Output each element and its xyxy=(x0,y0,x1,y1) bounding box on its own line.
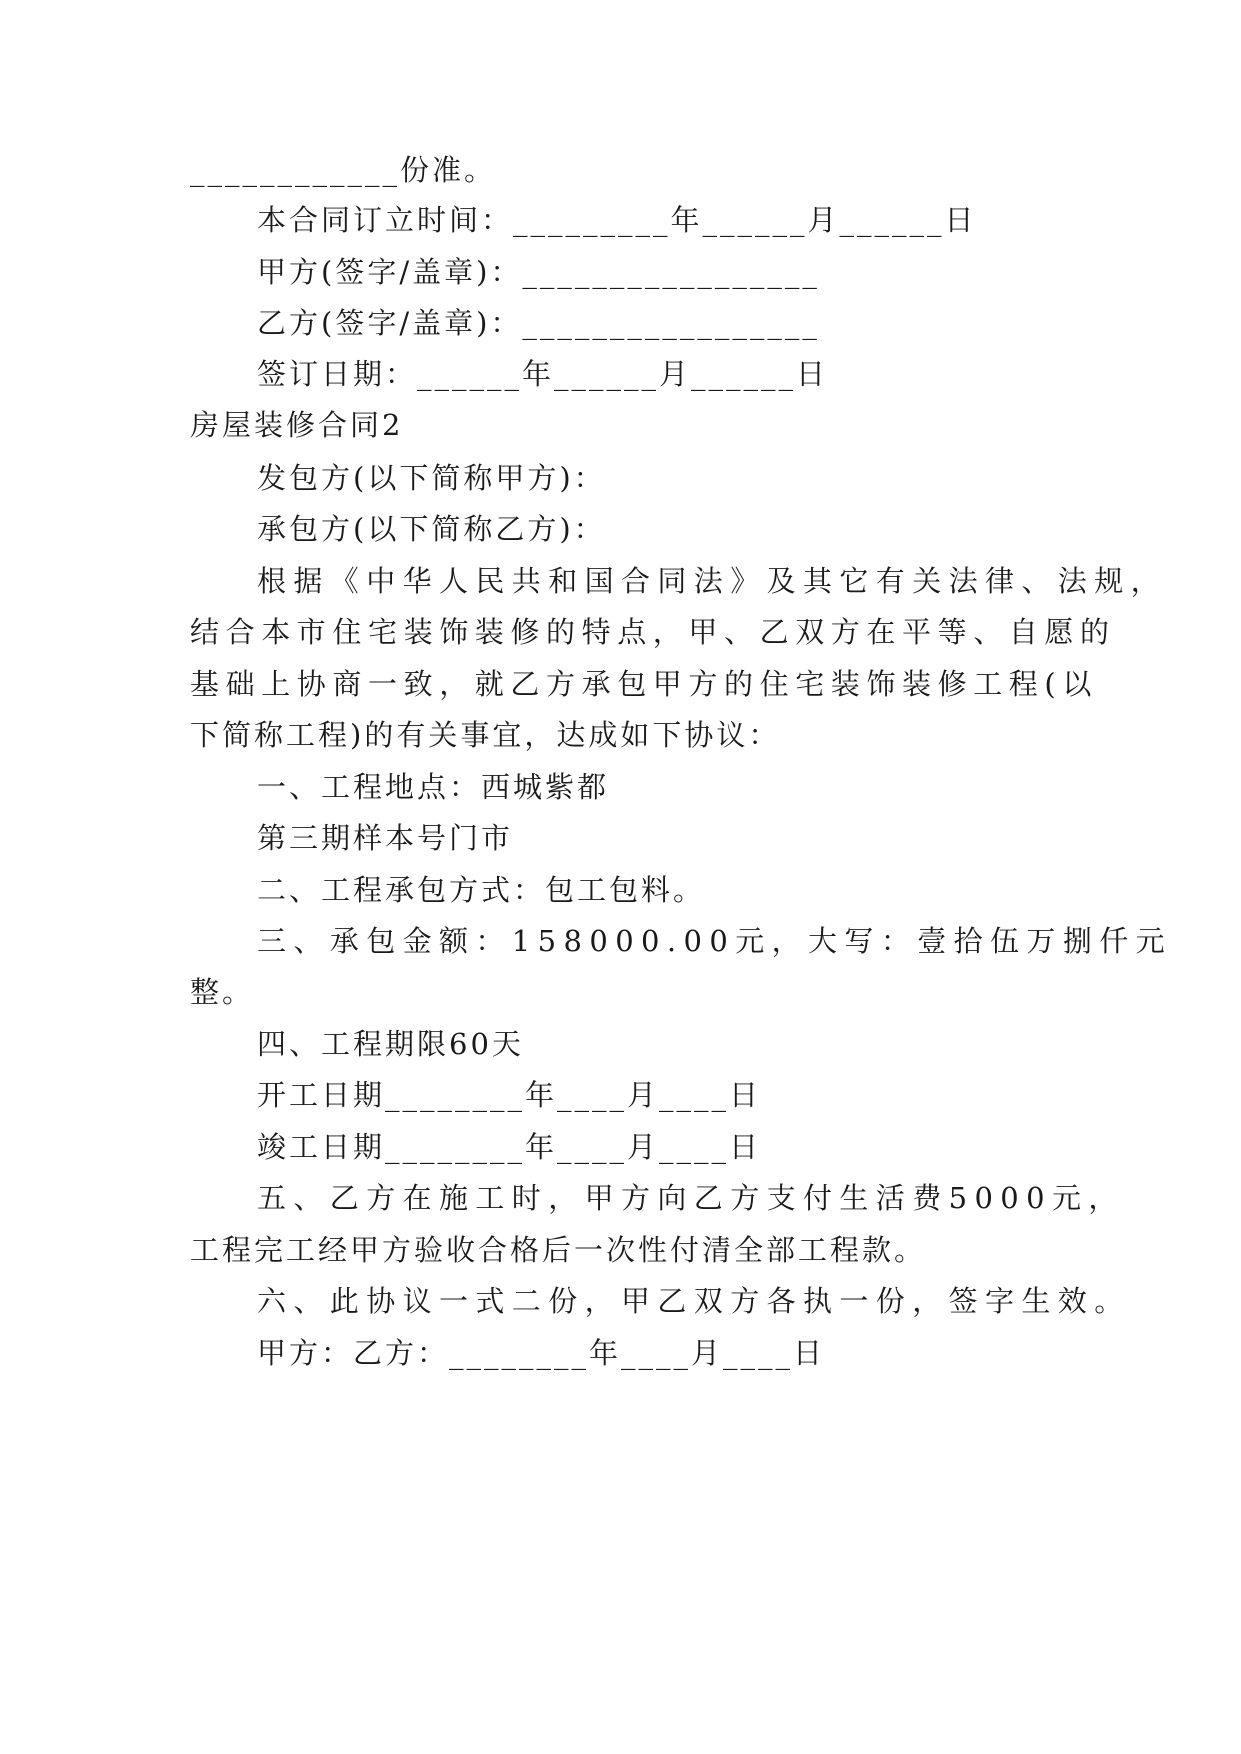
text-line-final-signatures: 甲方：乙方：________年____月____日 xyxy=(257,1336,826,1370)
text-line-party-b-signature: 乙方(签字/盖章)：_________________ xyxy=(257,306,820,340)
paragraph-intro-line-4: 下简称工程)的有关事宜，达成如下协议： xyxy=(190,718,781,752)
text-line-contract-date: 本合同订立时间：_________年______月______日 xyxy=(257,203,977,237)
text-line-start-date: 开工日期________年____月____日 xyxy=(257,1078,762,1112)
clause-4-duration: 四、工程期限60天 xyxy=(257,1027,524,1061)
clause-5-payment: 五、乙方在施工时，甲方向乙方支付生活费5000元， xyxy=(257,1181,1125,1215)
clause-2-method: 二、工程承包方式：包工包料。 xyxy=(257,873,706,907)
text-line-employer: 发包方(以下简称甲方)： xyxy=(257,461,606,495)
clause-3-amount: 三、承包金额：158000.00元，大写：壹拾伍万捌仟元 xyxy=(257,924,1173,958)
clause-1-location: 一、工程地点：西城紫都 xyxy=(257,770,610,804)
clause-1-location-detail: 第三期样本号门市 xyxy=(257,821,514,855)
text-line-party-a-signature: 甲方(签字/盖章)：_________________ xyxy=(257,255,820,289)
text-line-completion-date: 竣工日期________年____月____日 xyxy=(257,1130,762,1164)
text-line-contractor: 承包方(以下简称乙方)： xyxy=(257,512,606,546)
text-line-signing-date: 签订日期：______年______月______日 xyxy=(257,357,829,391)
text-line-share-standard: ____________份准。 xyxy=(190,153,497,187)
section-title-contract-2: 房屋装修合同2 xyxy=(190,408,404,442)
paragraph-intro-line-1: 根据《中华人民共和国合同法》及其它有关法律、法规， xyxy=(257,564,1168,598)
clause-6-copies: 六、此协议一式二份，甲乙双方各执一份，签字生效。 xyxy=(257,1284,1131,1318)
clause-5-payment-end: 工程完工经甲方验收合格后一次性付清全部工程款。 xyxy=(190,1233,927,1267)
paragraph-intro-line-3: 基础上协商一致，就乙方承包甲方的住宅装饰装修工程(以 xyxy=(190,667,1098,701)
paragraph-intro-line-2: 结合本市住宅装饰装修的特点，甲、乙双方在平等、自愿的 xyxy=(190,615,1116,649)
clause-3-amount-end: 整。 xyxy=(190,975,255,1009)
